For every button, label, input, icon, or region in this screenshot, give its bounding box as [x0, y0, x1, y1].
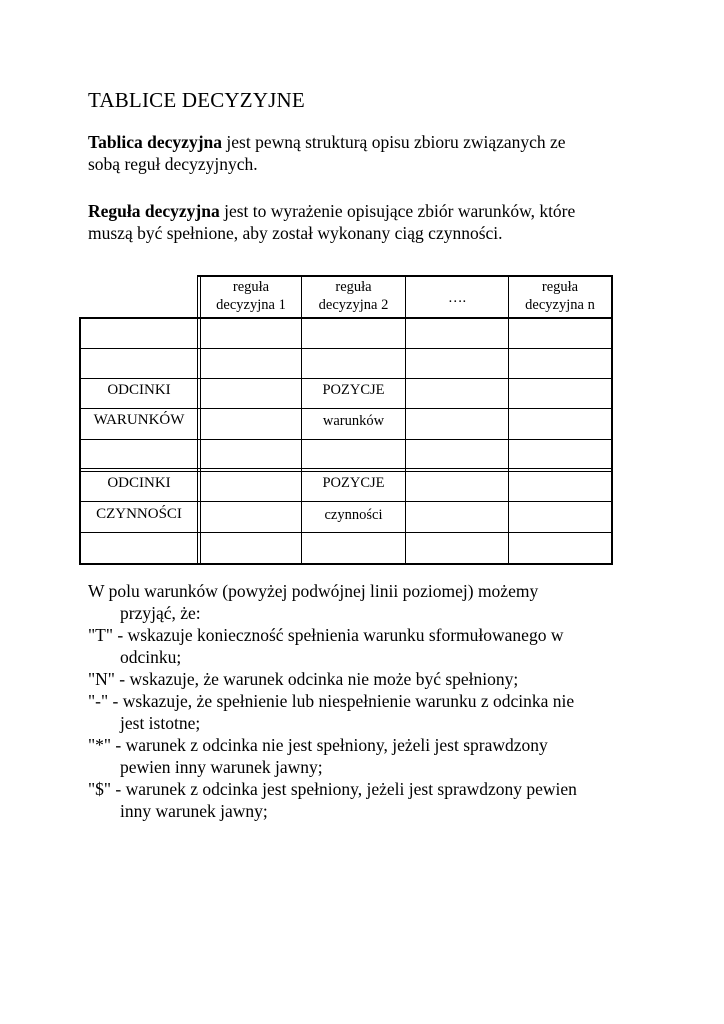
actions-label-2: CZYNNOŚCI [96, 506, 182, 522]
definition-text: jest to wyrażenie opisujące zbiór warunków, które [219, 201, 576, 221]
table-line [508, 275, 509, 565]
rule-n: "N" - wskazuje, że warunek odcinka nie może być spełniony; [88, 669, 519, 689]
definition-decision-rule [88, 200, 648, 244]
double-line-top [79, 468, 613, 469]
table-line [405, 275, 406, 565]
rule-star-cont: pewien inny warunek jawny; [120, 757, 323, 777]
rule-star: "*" - warunek z odcinka nie jest spełniony, jeżeli jest sprawdzony [88, 735, 548, 755]
actions-label-1: ODCINKI [107, 475, 171, 491]
definition-text: sobą reguł decyzyjnych. [88, 154, 258, 174]
actions-position-2: czynności [324, 507, 383, 523]
table-line [79, 348, 613, 349]
rule-dash-cont: jest istotne; [120, 713, 201, 733]
table-line [79, 532, 613, 533]
header-text: decyzyjna 1 [216, 297, 286, 313]
header-text: reguła [335, 279, 372, 295]
table-line [197, 275, 198, 565]
table-line [611, 275, 613, 565]
definition-decision-table [88, 131, 648, 175]
term-decision-table: Tablica decyzyjna [88, 132, 223, 152]
header-text: reguła [541, 279, 579, 295]
rule-dollar-cont: inny warunek jawny; [120, 801, 268, 821]
conditions-position-1: POZYCJE [322, 382, 385, 398]
term-decision-rule: Reguła decyzyjna [88, 201, 220, 221]
header-rule-2 [302, 278, 405, 314]
header-ellipsis: …. [447, 290, 467, 306]
table-line [200, 275, 201, 565]
definition-text: jest pewną strukturą opisu zbioru związanych ze [222, 132, 566, 152]
conditions-label-1: ODCINKI [107, 382, 171, 398]
header-text: decyzyjna n [525, 297, 595, 313]
rule-t: "T" - wskazuje konieczność spełnienia warunku sformułowanego w [88, 625, 564, 645]
rule-dollar: "$" - warunek z odcinka jest spełniony, jeżeli jest sprawdzony pewien [88, 779, 577, 799]
header-text: decyzyjna 2 [318, 297, 389, 313]
table-line [79, 563, 613, 565]
header-rule-n [509, 278, 611, 314]
double-line-bottom [79, 471, 613, 472]
rules-intro-cont: przyjąć, że: [120, 603, 201, 623]
page-title: TABLICE DECYZYJNE [88, 88, 305, 112]
decision-table [79, 275, 613, 565]
header-text: reguła [232, 279, 270, 295]
table-line [79, 317, 81, 565]
table-line [79, 378, 613, 379]
table-line [79, 317, 613, 319]
table-line [79, 439, 613, 440]
header-rule-1 [201, 278, 301, 314]
table-line [79, 408, 613, 409]
rules-list [88, 580, 668, 822]
conditions-label-2: WARUNKÓW [93, 412, 185, 428]
table-line [79, 501, 613, 502]
conditions-position-2: warunków [322, 413, 385, 429]
rule-t-cont: odcinku; [120, 647, 182, 667]
definition-text: muszą być spełnione, aby został wykonany ciąg czynności. [88, 223, 503, 243]
rule-dash: "-" - wskazuje, że spełnienie lub niespełnienie warunku z odcinka nie [88, 691, 575, 711]
rules-intro: W polu warunków (powyżej podwójnej linii poziomej) możemy [88, 581, 539, 601]
actions-position-1: POZYCJE [322, 475, 385, 491]
